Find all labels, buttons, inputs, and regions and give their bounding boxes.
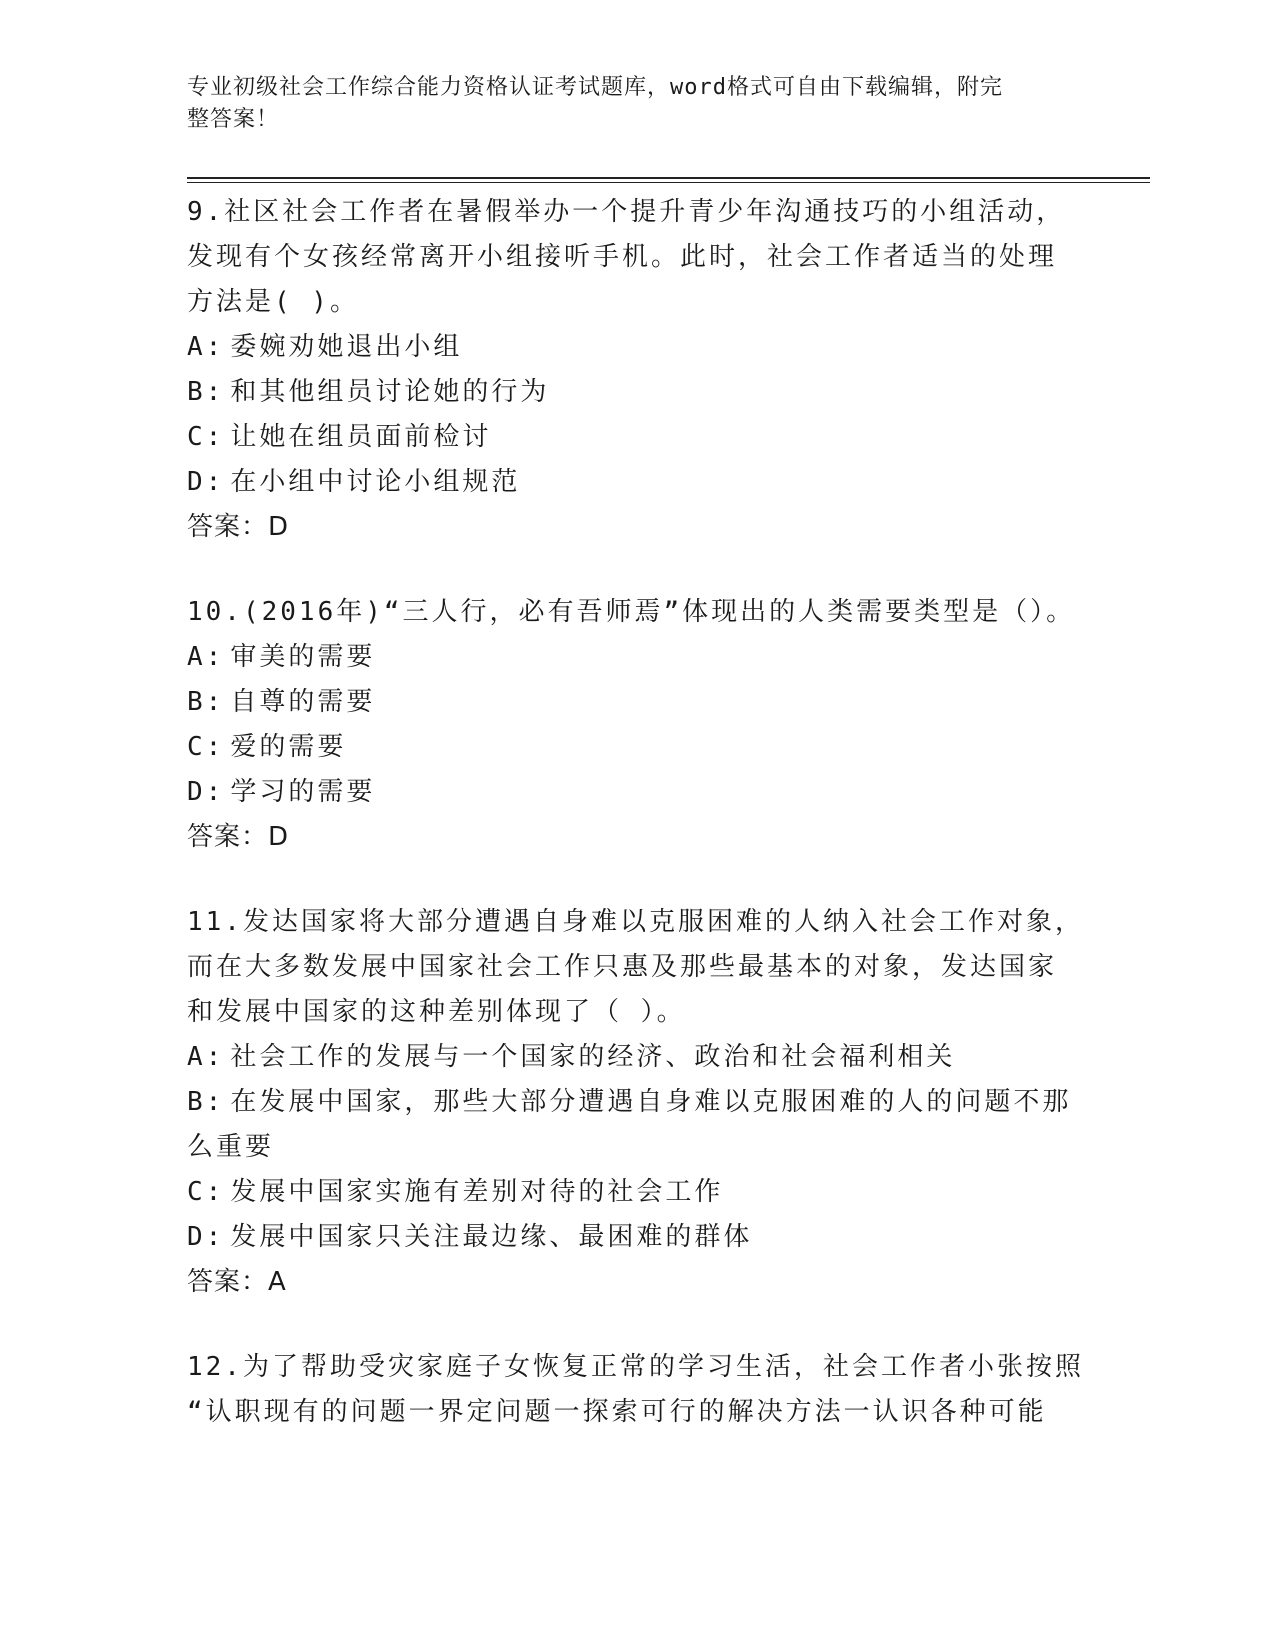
option-text: 和其他组员讨论她的行为 bbox=[230, 377, 550, 407]
question-text-line: 而在大多数发展中国家社会工作只惠及那些最基本的对象，发达国家 bbox=[187, 952, 1058, 982]
header-line-1: 专业初级社会工作综合能力资格认证考试题库，word格式可自由下载编辑，附完 bbox=[187, 75, 1003, 100]
question-text-line: 11.发达国家将大部分遭遇自身难以克服困难的人纳入社会工作对象， bbox=[187, 907, 1084, 937]
option-text: 在发展中国家，那些大部分遭遇自身难以克服困难的人的问题不那 bbox=[230, 1087, 1072, 1117]
option-letter: C: bbox=[187, 732, 225, 762]
option-letter: C: bbox=[187, 1177, 225, 1207]
header-line-2: 整答案！ bbox=[187, 107, 280, 132]
question-block bbox=[187, 190, 1087, 550]
option-letter: B: bbox=[187, 687, 225, 717]
header-divider-thick bbox=[187, 177, 1150, 179]
option-letter: A: bbox=[187, 1042, 225, 1072]
question-text-line: 9.社区社会工作者在暑假举办一个提升青少年沟通技巧的小组活动， bbox=[187, 197, 1066, 227]
question-text-line: 10.(2016年)“三人行，必有吾师焉”体现出的人类需要类型是（）。 bbox=[187, 597, 1076, 627]
option-d bbox=[187, 460, 1087, 505]
question-text-line: 12.为了帮助受灾家庭子女恢复正常的学习生活，社会工作者小张按照 bbox=[187, 1352, 1084, 1382]
question-list bbox=[187, 190, 1087, 1475]
option-text: 委婉劝她退出小组 bbox=[230, 332, 463, 362]
option-letter: B: bbox=[187, 1087, 225, 1117]
option-letter: C: bbox=[187, 422, 225, 452]
question-block bbox=[187, 900, 1087, 1305]
answer-line: 答案：D bbox=[187, 822, 290, 852]
option-letter: A: bbox=[187, 642, 225, 672]
answer-line: 答案：D bbox=[187, 512, 290, 542]
option-letter: D: bbox=[187, 1222, 225, 1252]
option-letter: A: bbox=[187, 332, 225, 362]
option-letter: D: bbox=[187, 467, 225, 497]
option-text: 让她在组员面前检讨 bbox=[230, 422, 492, 452]
option-text: 学习的需要 bbox=[230, 777, 376, 807]
document-header bbox=[187, 72, 1067, 136]
option-c bbox=[187, 415, 1087, 460]
option-a bbox=[187, 635, 1087, 680]
answer-line: 答案：A bbox=[187, 1267, 287, 1297]
option-b bbox=[187, 370, 1087, 415]
question-block bbox=[187, 1345, 1087, 1435]
option-c bbox=[187, 725, 1087, 770]
option-text: 发展中国家只关注最边缘、最困难的群体 bbox=[230, 1222, 753, 1252]
option-c bbox=[187, 1170, 1087, 1215]
option-d bbox=[187, 770, 1087, 815]
option-a bbox=[187, 325, 1087, 370]
question-text-line: 方法是( )。 bbox=[187, 287, 359, 317]
question-text-line: 和发展中国家的这种差别体现了（ ）。 bbox=[187, 997, 686, 1027]
option-text: 自尊的需要 bbox=[230, 687, 376, 717]
option-b bbox=[187, 1080, 1087, 1125]
option-text-continuation: 么重要 bbox=[187, 1132, 275, 1162]
option-text: 社会工作的发展与一个国家的经济、政治和社会福利相关 bbox=[230, 1042, 956, 1072]
option-d bbox=[187, 1215, 1087, 1260]
option-b bbox=[187, 680, 1087, 725]
question-text-line: “认职现有的问题一界定问题一探索可行的解决方法一认识各种可能 bbox=[187, 1397, 1047, 1427]
question-text-line: 发现有个女孩经常离开小组接听手机。此时，社会工作者适当的处理 bbox=[187, 242, 1058, 272]
option-text: 爱的需要 bbox=[230, 732, 347, 762]
option-letter: D: bbox=[187, 777, 225, 807]
option-a bbox=[187, 1035, 1087, 1080]
header-divider-thin bbox=[187, 182, 1150, 183]
question-block bbox=[187, 590, 1087, 860]
option-text: 在小组中讨论小组规范 bbox=[230, 467, 521, 497]
option-text: 审美的需要 bbox=[230, 642, 376, 672]
option-text: 发展中国家实施有差别对待的社会工作 bbox=[230, 1177, 724, 1207]
option-letter: B: bbox=[187, 377, 225, 407]
